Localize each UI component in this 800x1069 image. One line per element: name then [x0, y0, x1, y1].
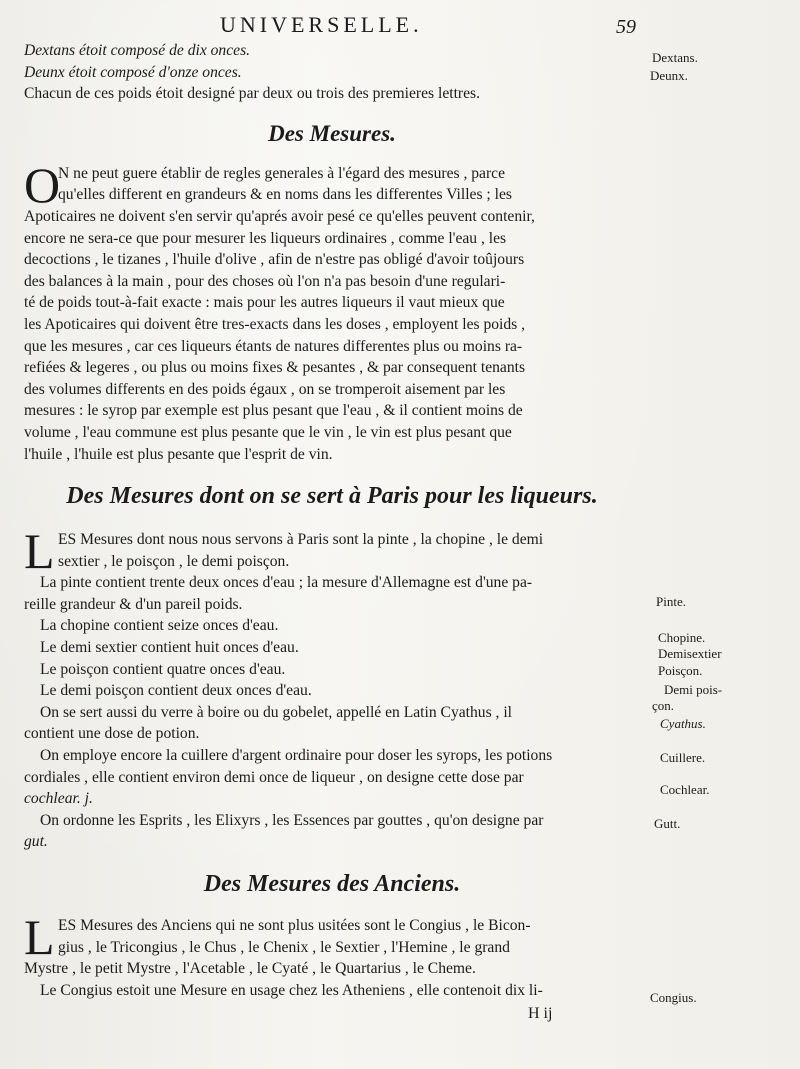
text-line: cochlear. j.	[24, 790, 93, 808]
text-line: decoctions , le tizanes , l'huile d'olive , afin de n'estre pas obligé d'avoir toûjours	[24, 251, 525, 269]
text-line: La pinte contient trente deux onces d'eau ; la mesure d'Allemagne est d'une pa-	[40, 574, 533, 592]
text-line: mesures : le syrop par exemple est plus pesant que l'eau , & il contient moins de	[24, 402, 523, 420]
intro-line: Dextans étoit composé de dix onces.	[24, 42, 251, 59]
margin-note: Poisçon.	[658, 663, 703, 678]
body-text	[24, 40, 640, 1001]
paragraph-mesures	[24, 156, 640, 465]
text-line: Apoticaires ne doivent s'en servir qu'aprés avoir pesé ce qu'elles peuvent contenir,	[24, 207, 535, 225]
catchword: H ij	[528, 1005, 553, 1022]
text-line: Le poisçon contient quatre onces d'eau.	[40, 660, 286, 678]
section-heading-anciens: Des Mesures des Anciens.	[203, 871, 461, 897]
margin-note: Demisextier	[658, 646, 722, 661]
text-line: té de poids tout-à-fait exacte : mais pour les autres liqueurs il vaut mieux que	[24, 294, 505, 312]
margin-note: Gutt.	[654, 816, 681, 831]
text-line: encore ne sera-ce que pour mesurer les liqueurs ordinaires , comme l'eau , les	[24, 229, 507, 247]
text-line: On employe encore la cuillere d'argent ordinaire pour doser les syrops, les potions	[40, 747, 553, 765]
text-line: Le demi sextier contient huit onces d'eau.	[40, 639, 299, 657]
text-line: La chopine contient seize onces d'eau.	[40, 617, 279, 635]
text-line: Le Congius estoit une Mesure en usage chez les Atheniens , elle contenoit dix li-	[40, 981, 543, 999]
paragraph-paris	[24, 523, 640, 853]
text-line: Le demi poisçon contient deux onces d'eau.	[40, 682, 312, 700]
margin-note: Dextans.	[652, 50, 698, 65]
margin-note: Demi pois-	[664, 682, 723, 697]
text-line: sextier , le poisçon , le demi poisçon.	[58, 552, 290, 570]
text-line: On se sert aussi du verre à boire ou du gobelet, appellé en Latin Cyathus , il	[40, 703, 513, 721]
text-line: l'huile , l'huile est plus pesante que l'esprit de vin.	[24, 445, 333, 463]
text-line: refiées & legeres , ou plus ou moins fixes & pesantes , & par consequent tenants	[24, 359, 526, 377]
text-line: gius , le Tricongius , le Chus , le Chenix , le Sextier , l'Hemine , le grand	[58, 938, 510, 956]
text-line: Mystre , le petit Mystre , l'Acetable , le Cyaté , le Quartarius , le Cheme.	[24, 960, 476, 978]
text-line: ES Mesures des Anciens qui ne sont plus usitées sont le Congius , le Bicon-	[58, 917, 531, 934]
text-line: N ne peut guere établir de regles generales à l'égard des mesures , parce	[58, 164, 506, 182]
text-line: volume , l'eau commune est plus pesante que le vin , le vin est plus pesant que	[24, 423, 512, 441]
text-line: reille grandeur & d'un pareil poids.	[24, 595, 243, 613]
text-line: les Apoticaires qui doivent être tres-exacts dans les doses , employent les poids ,	[24, 315, 526, 333]
intro-line: Deunx étoit composé d'onze onces.	[24, 63, 242, 81]
margin-note: Chopine.	[658, 630, 706, 645]
text-line: qu'elles different en grandeurs & en noms dans les differentes Villes ; les	[58, 186, 512, 204]
text-line: des balances à la main , pour des choses où l'on n'a pas besoin d'une regulari-	[24, 272, 506, 290]
text-line: que les mesures , car ces liqueurs étants de natures differentes plus ou moins ra-	[24, 337, 523, 355]
section-heading-paris: Des Mesures dont on se sert à Paris pour les liqueurs.	[66, 483, 598, 510]
page-number: 59	[616, 16, 636, 38]
margin-notes	[650, 0, 795, 1069]
drop-cap: O	[24, 156, 61, 213]
margin-note: Pinte.	[656, 594, 686, 609]
section-heading-mesures: Des Mesures.	[268, 120, 396, 146]
text-line: contient une dose de potion.	[24, 725, 200, 743]
margin-note: Cochlear.	[660, 782, 710, 797]
margin-note: çon.	[652, 698, 675, 713]
margin-note: Cyathus.	[660, 716, 706, 731]
text-line: cordiales , elle contient environ demi once de liqueur , on designe cette dose par	[24, 768, 524, 786]
drop-cap: L	[24, 523, 55, 580]
text-line: On ordonne les Esprits , les Elixyrs , les Essences par gouttes , qu'on designe par	[40, 811, 544, 829]
margin-note: Cuillere.	[660, 750, 706, 765]
paragraph-anciens	[24, 909, 640, 1001]
running-head: UNIVERSELLE.	[220, 12, 423, 37]
text-line: gut.	[24, 833, 48, 851]
drop-cap: L	[24, 909, 55, 965]
intro-line: Chacun de ces poids étoit designé par deux ou trois des premieres lettres.	[24, 85, 480, 103]
text-line: des volumes differents en des poids égaux , on se tromperoit aisement par les	[24, 380, 506, 398]
margin-note: Congius.	[650, 990, 697, 1005]
text-line: ES Mesures dont nous nous servons à Paris sont la pinte , la chopine , le demi	[58, 531, 544, 549]
margin-note: Deunx.	[650, 68, 688, 83]
